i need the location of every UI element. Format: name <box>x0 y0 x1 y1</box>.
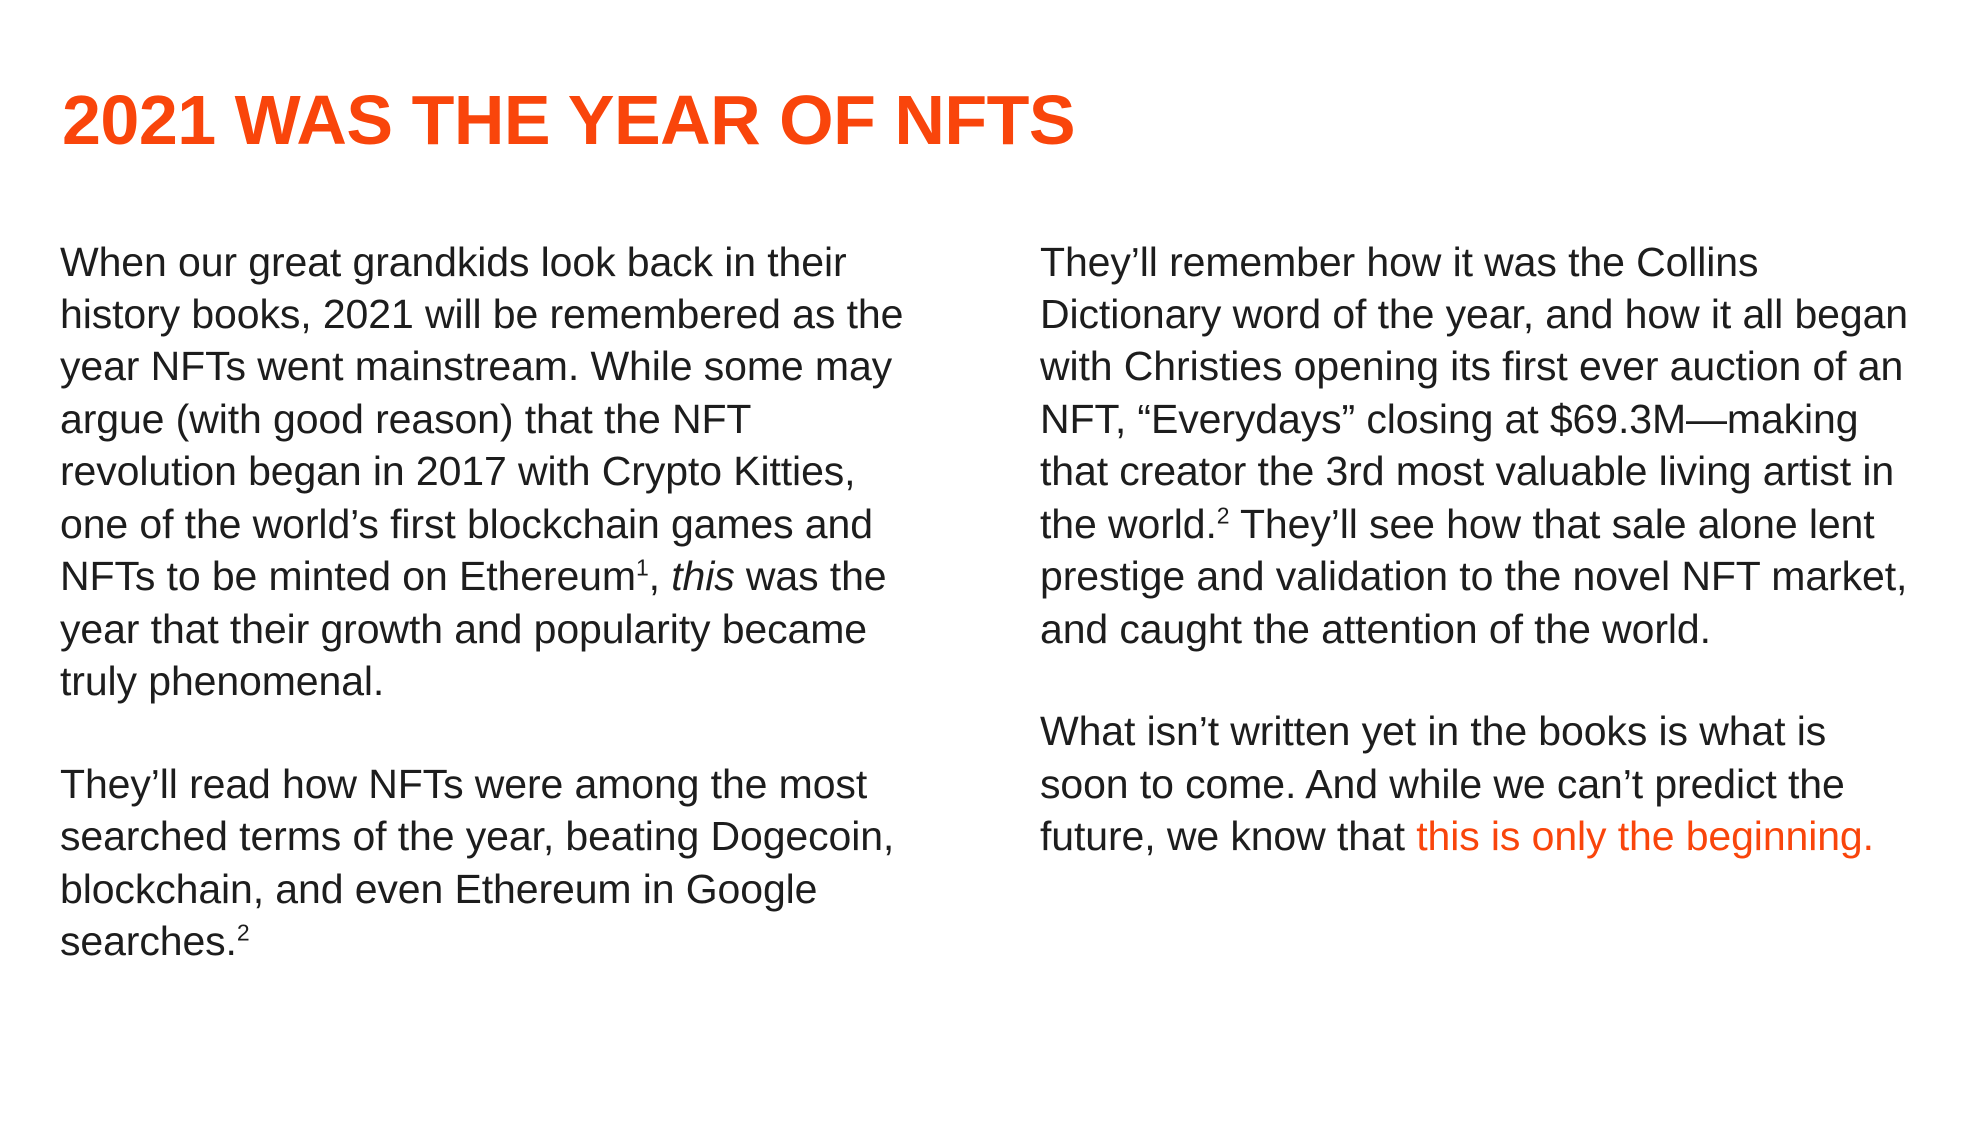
right-paragraph-1-text-part-2: They’ll see how that sale alone lent prestige and validation to the novel NFT market, and caught the attention of the world. <box>1040 500 1908 652</box>
left-paragraph-1-text-part-3: was the year that their growth and popularity became truly phenomenal. <box>60 553 887 705</box>
footnote-marker-1: 1 <box>635 554 649 581</box>
page-title: 2021 WAS THE YEAR OF NFTS <box>62 81 1076 159</box>
right-paragraph-2-accent-text: this is only the beginning. <box>1416 813 1874 860</box>
left-column <box>60 236 930 968</box>
right-paragraph-1 <box>1040 236 1910 656</box>
right-column <box>1040 236 1910 863</box>
left-paragraph-1-text-part-1: When our great grandkids look back in their history books, 2021 will be remembered as the year NFTs went mainstream. While some may argue (with good reason) that the NFT revolution began in 2017 with Crypto Kitties, one of the world’s first blockchain games and NFTs to be minted on Ethereum <box>60 238 904 600</box>
footnote-marker-3: 2 <box>1216 502 1230 529</box>
left-paragraph-2 <box>60 758 930 968</box>
right-paragraph-2 <box>1040 705 1910 862</box>
footnote-marker-2: 2 <box>236 919 250 946</box>
body-columns <box>60 236 1910 968</box>
right-paragraph-1-text-part-1: They’ll remember how it was the Collins Dictionary word of the year, and how it all began with Christies opening its first ever auction of an NFT, “Everydays” closing at $69.3M—making that creator the 3rd most valuable living artist in the world. <box>1040 238 1908 547</box>
left-paragraph-2-text-part-1: They’ll read how NFTs were among the most searched terms of the year, beating Dogecoin, blockchain, and even Ethereum in Google searches. <box>60 760 895 965</box>
left-paragraph-1 <box>60 236 930 708</box>
left-paragraph-1-text-part-2: , <box>648 553 672 600</box>
left-paragraph-1-italic: this <box>671 553 735 600</box>
right-paragraph-2-text-part-1: What isn’t written yet in the books is what is soon to come. And while we can’t predict the future, we know that <box>1040 708 1845 860</box>
